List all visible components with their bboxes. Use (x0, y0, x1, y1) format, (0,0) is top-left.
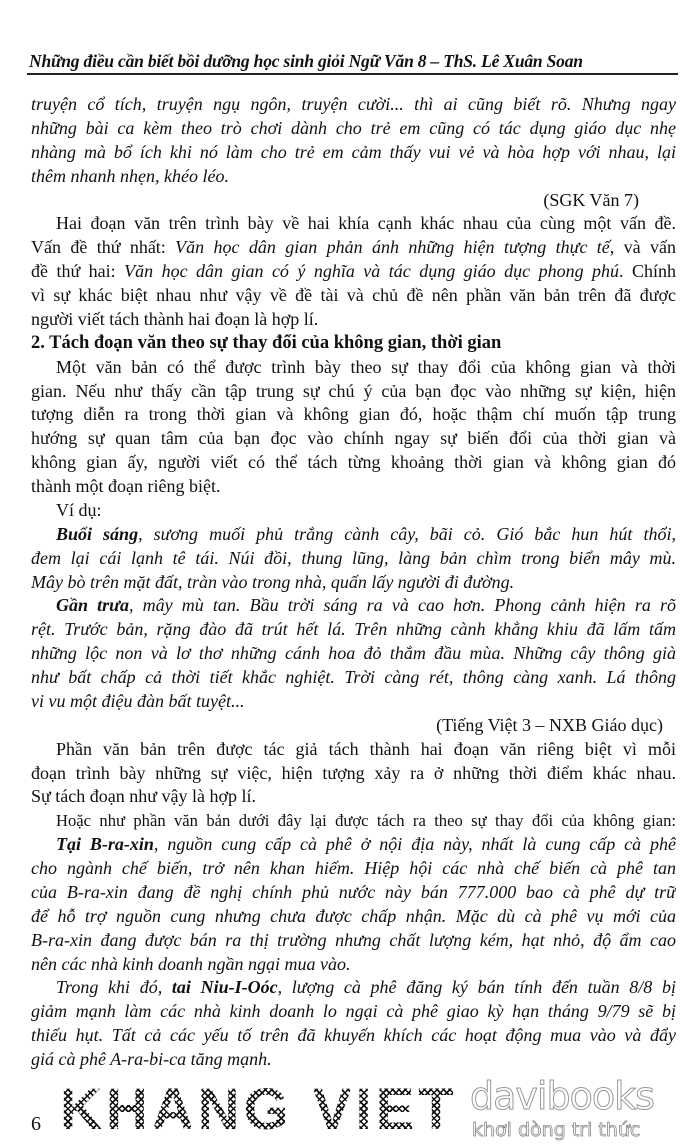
text-run: Gần trưa (56, 595, 129, 616)
text-run: Buổi sáng (56, 523, 139, 544)
text-line (31, 929, 676, 953)
text-line (31, 308, 676, 332)
text-line (31, 762, 676, 786)
text-run: Tại B-ra-xin (56, 834, 154, 855)
text-line (31, 499, 676, 523)
text-run: đoạn trình bày những sự việc, hiện tượng xảy ra ở những thời điểm khác nhau. (31, 762, 676, 783)
text-run: cho ngành chế biến, trở nên khan hiếm. Hiệp hội các nhà chế biến cà phê tan (31, 858, 676, 878)
text-run: truyện cổ tích, truyện ngụ ngôn, truyện cười... thì ai cũng biết rõ. Nhưng ngay (31, 94, 676, 114)
text-run: giá cà phê A-ra-bi-ca tăng mạnh. (31, 1049, 272, 1069)
text-line (31, 260, 676, 284)
text-run: đề thứ hai: (31, 261, 125, 282)
watermark-brand: KHANG VIET (60, 1077, 458, 1142)
text-line (31, 976, 676, 1000)
text-run: Vấn đề thứ nhất: (31, 237, 176, 258)
text-run: thành một đoạn riêng biệt. (31, 476, 221, 496)
watermark-site: davibooks (470, 1074, 654, 1118)
text-run: nên các nhà kinh doanh ngần ngại mua vào. (31, 953, 351, 974)
text-run: Hoặc như phần văn bản dưới đây lại được tách ra theo sự thay đổi của không gian: (56, 811, 676, 831)
text-run: đem lại cái lạnh tê tái. Núi đồi, thung lũng, làng bản chìm trong biển mây mù. (31, 547, 676, 568)
text-run: hướng sự quan tâm của bạn đọc vào chính ngay sự biến đổi của thời gian và (31, 428, 676, 449)
text-run: , lượng cà phê đăng ký bán tính đến tuần 8/8 bị (277, 977, 676, 998)
text-run: Sự tách đoạn như vậy là hợp lí. (31, 786, 256, 807)
source-citation (31, 714, 676, 738)
text-run: Văn học dân gian có ý nghĩa và tác dụng giáo dục phong phú (124, 261, 620, 282)
text-run: . Chính (619, 261, 676, 282)
text-line (31, 475, 676, 499)
text-line (31, 451, 676, 475)
text-line (31, 833, 676, 857)
text-line (31, 857, 676, 881)
text-run: người viết tách thành hai đoạn là hợp lí. (31, 308, 319, 329)
text-line (31, 809, 676, 833)
text-line (31, 117, 676, 141)
text-line (31, 953, 676, 977)
text-run: để hỗ trợ nguồn cung nhưng chưa được chấp nhận. Mặc dù cà phê vụ mới của (31, 905, 676, 926)
watermark-tagline: khơi dòng tri thức (472, 1119, 641, 1141)
text-line (31, 785, 676, 809)
text-run: 2. Tách đoạn văn theo sự thay đổi của không gian, thời gian (31, 332, 502, 353)
text-line (31, 403, 676, 427)
text-line (31, 905, 676, 929)
text-line (31, 141, 676, 165)
text-run: Văn học dân gian phản ánh những hiện tượng thực tế (175, 237, 610, 258)
text-line (31, 284, 676, 308)
text-line (31, 571, 676, 595)
text-run: (SGK Văn 7) (543, 189, 639, 210)
text-run: Phần văn bản trên được tác giả tách thành hai đoạn văn riêng biệt vì mỗi (56, 738, 676, 759)
text-run: giảm mạnh làm các nhà kinh doanh lo ngại cà phê giao kỳ hạn tháng 9/79 sẽ bị (31, 1001, 676, 1022)
text-run: Mây bò trên mặt đất, tràn vào trong nhà, quấn lấy người đi đường. (31, 571, 515, 592)
section-heading (31, 332, 676, 356)
text-run: những lộc non và lơ thơ những cánh hoa đỏ thắm đầu mùa. Những cây thông già (31, 643, 676, 664)
text-line (31, 594, 676, 618)
text-line (31, 618, 676, 642)
text-run: thiếu hụt. Tất cả các yếu tố trên đã khuyến khích các hoạt động mua vào và đẩy (31, 1025, 676, 1046)
text-line (31, 165, 676, 189)
text-run: , nguồn cung cấp cà phê ở nội địa này, nhất là cung cấp cà phê (153, 834, 676, 855)
text-run: của B-ra-xin đang đề nghị chính phủ nước này bán 777.000 bao cà phê dự trữ (31, 881, 676, 902)
source-citation (31, 189, 676, 213)
text-run: B-ra-xin đang được bán ra thị trường nhưng chất lượng kém, hạt nhỏ, độ ẩm cao (31, 929, 676, 950)
text-run: thêm nhanh nhẹn, khéo léo. (31, 165, 229, 186)
text-line (31, 1048, 676, 1072)
text-line (31, 1000, 676, 1024)
text-line (31, 427, 676, 451)
text-line (31, 523, 676, 547)
text-line (31, 690, 676, 714)
text-run: (Tiếng Việt 3 – NXB Giáo dục) (436, 714, 663, 735)
text-run: Trong khi đó, (56, 977, 172, 998)
text-run: vi vu một điệu đàn bất tuyệt... (31, 690, 245, 711)
text-run: Ví dụ: (56, 499, 102, 520)
page-number: 6 (31, 1113, 41, 1135)
text-line (31, 236, 676, 260)
page-body (31, 93, 676, 1072)
text-line (31, 738, 676, 762)
header-rule (27, 73, 678, 75)
text-run: rệt. Trước bản, rặng đào đã trút hết lá. Trên những cành khẳng khiu đã lấm tấm (31, 619, 676, 640)
text-line (31, 642, 676, 666)
text-line (31, 93, 676, 117)
text-run: nhàng mà bổ ích khi nó làm cho trẻ em cảm thấy vui vẻ và hòa hợp với nhau, lại (31, 141, 676, 162)
text-run: tượng diễn ra trong thời gian và không gian đó, hoặc thậm chí muốn tập trung (31, 404, 676, 425)
text-run: tai Niu-I-Oóc (171, 977, 278, 998)
text-line (31, 881, 676, 905)
text-line (31, 356, 676, 380)
text-run: vì sự khác biệt nhau như vậy về đề tài và chủ đề nên phần văn bản trên đã được (31, 285, 676, 305)
text-run: gian. Nếu như thấy cần tập trung sự chú ý của bạn đọc vào những sự kiện, hiện (31, 380, 676, 401)
text-run: Hai đoạn văn trên trình bày về hai khía cạnh khác nhau của cùng một vấn đề. (56, 213, 676, 234)
running-header: Những điều cần biết bồi dưỡng học sinh giỏi Ngữ Văn 8 – ThS. Lê Xuân Soan (29, 51, 583, 71)
text-run: Một văn bản có thể được trình bày theo sự thay đổi của không gian và thời (56, 356, 676, 377)
text-run: , mây mù tan. Bầu trời sáng ra và cao hơn. Phong cảnh hiện ra rõ (128, 595, 676, 616)
text-run: như bất chấp cả thời tiết khắc nghiệt. Trời càng rét, thông càng xanh. Lá thông (31, 667, 676, 687)
text-run: không gian ấy, người viết có thể tách từng khoảng thời gian và không gian đó (31, 452, 676, 473)
text-line (31, 212, 676, 236)
text-run: , và vấn (609, 237, 676, 258)
text-line (31, 1024, 676, 1048)
text-line (31, 666, 676, 690)
text-line (31, 547, 676, 571)
text-line (31, 380, 676, 404)
text-run: , sương muối phủ trắng cành cây, bãi cỏ. Gió bắc hun hút thổi, (138, 523, 676, 544)
text-run: những bài ca kèm theo trò chơi dành cho trẻ em cũng có tác dụng giáo dục nhẹ (31, 117, 676, 138)
